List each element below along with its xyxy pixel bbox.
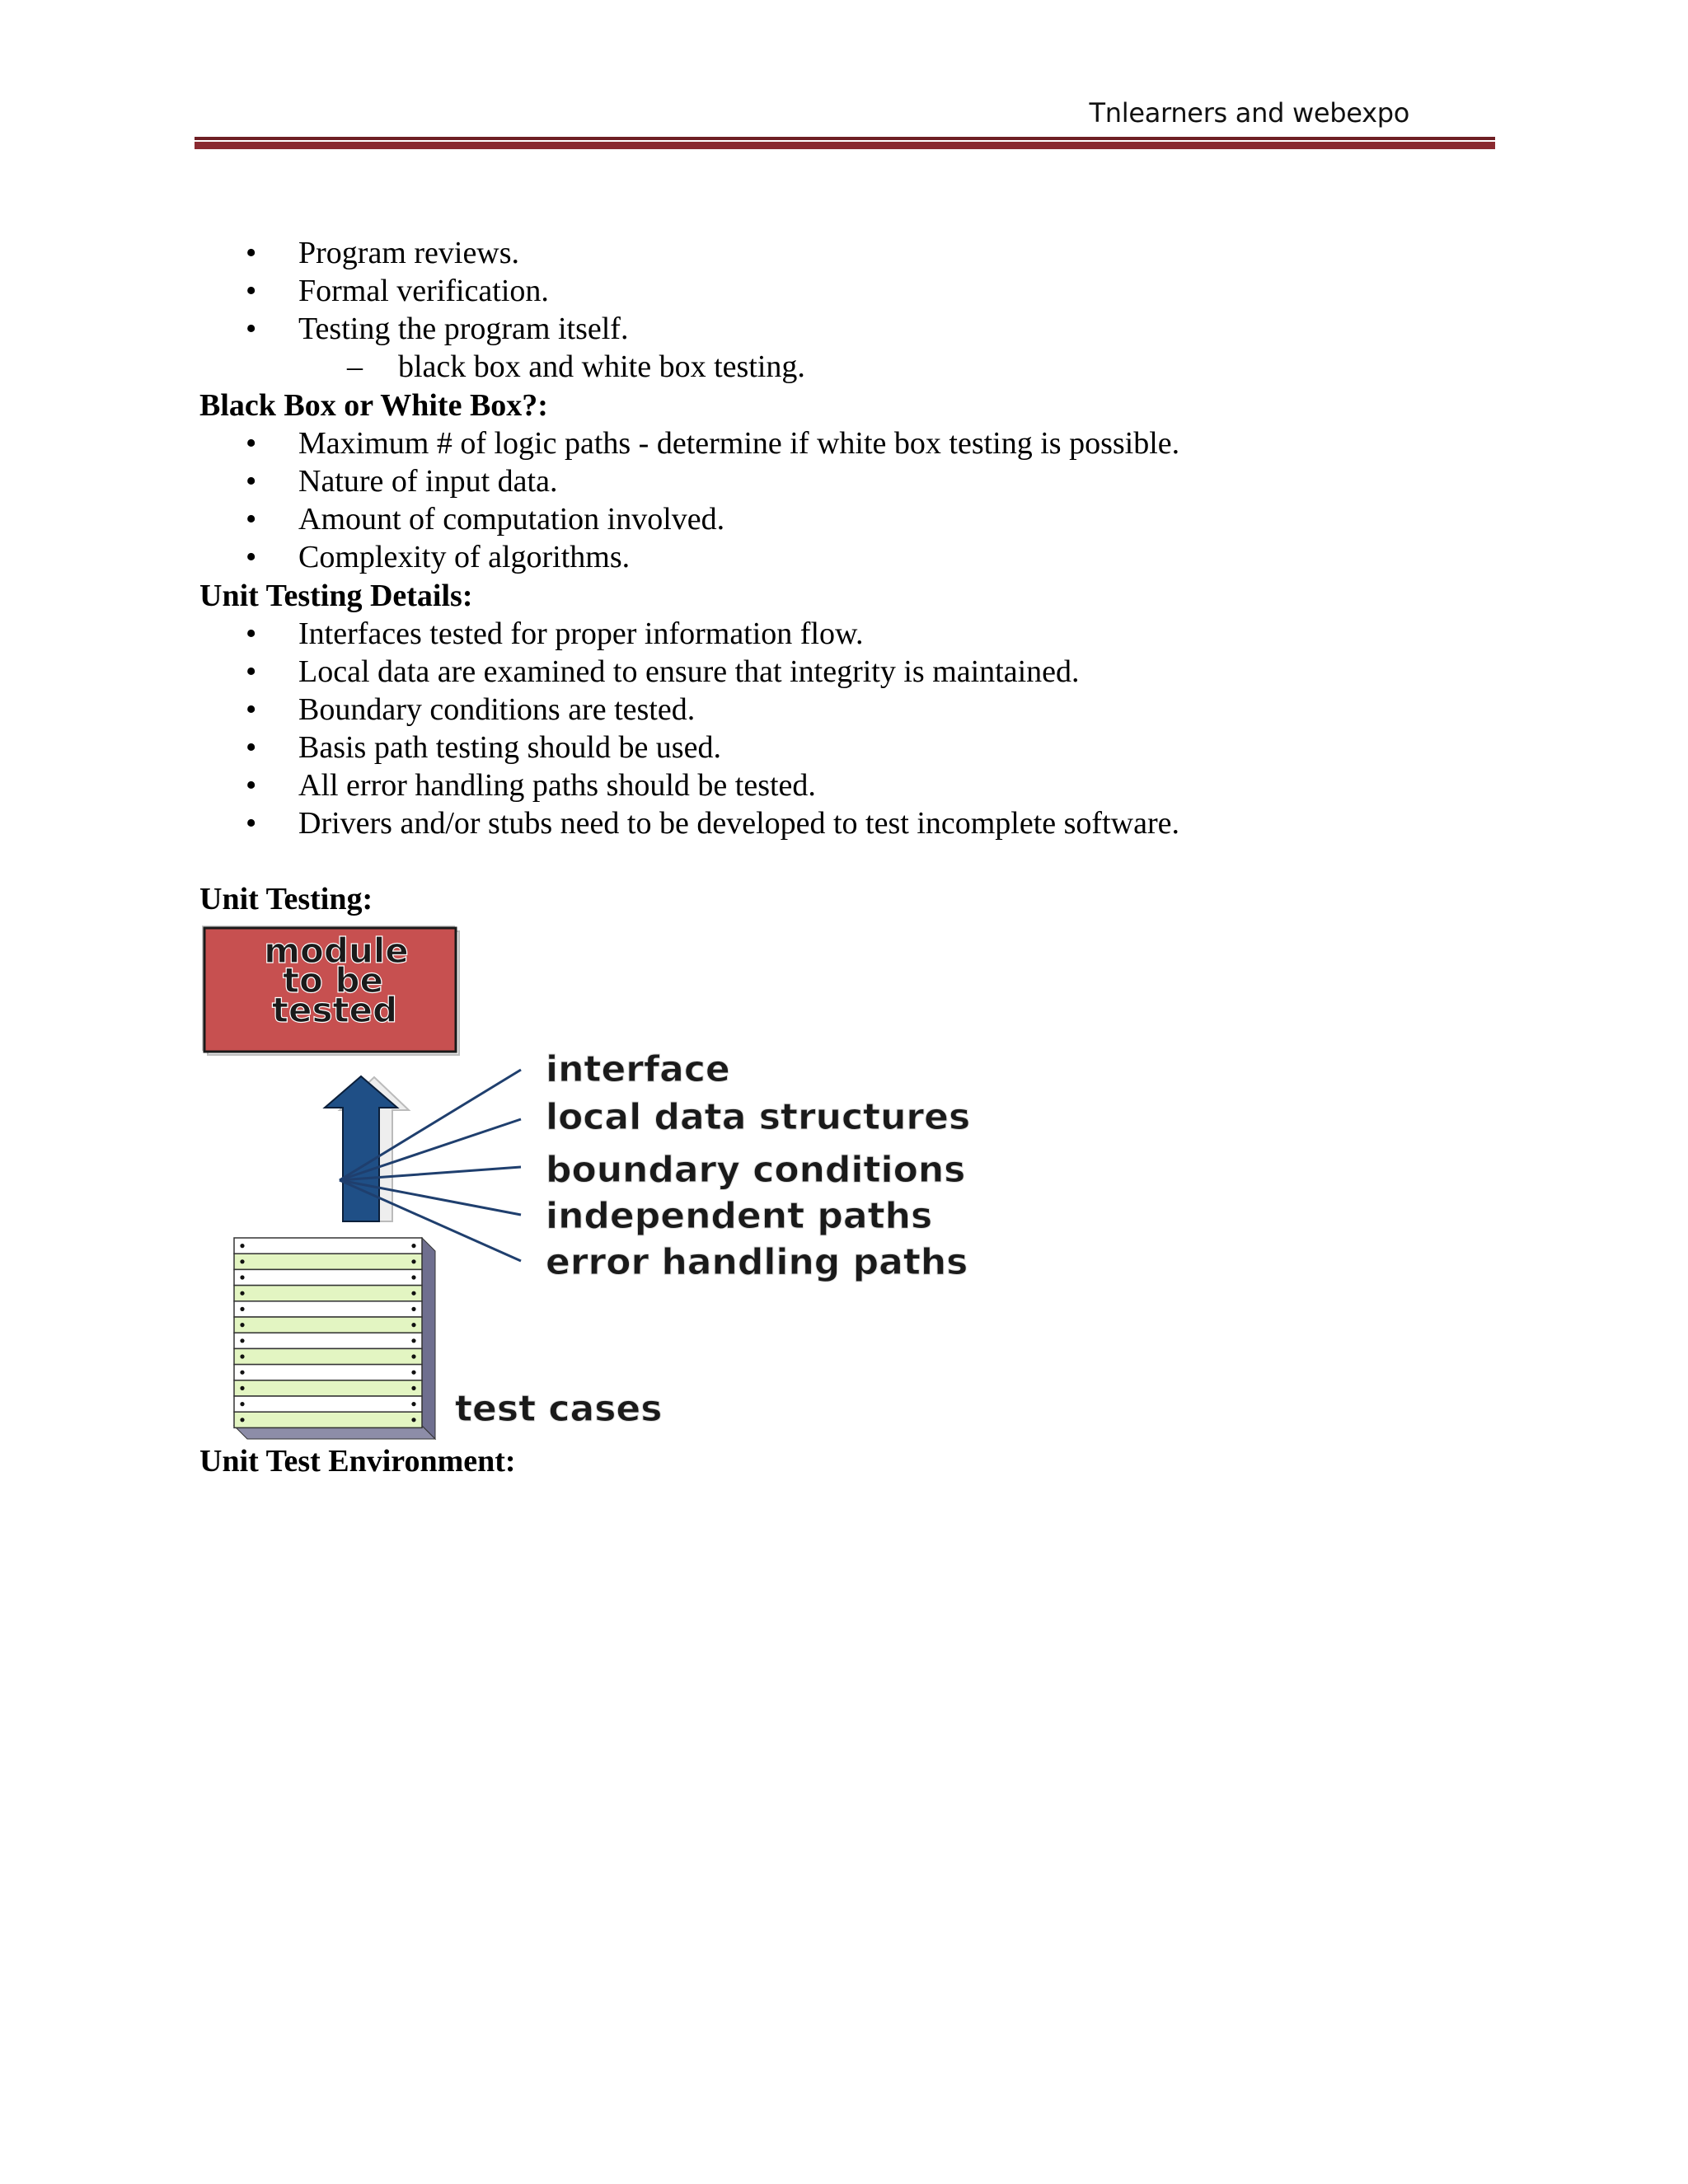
row-dot-icon [240, 1338, 244, 1343]
label-boundary-conditions: boundary conditions [546, 1149, 966, 1191]
module-label-line-2: to be [282, 960, 384, 1001]
row-dot-icon [240, 1291, 244, 1296]
test-case-row [234, 1365, 422, 1380]
header-rule-bottom [195, 142, 1495, 149]
bullet-icon: • [246, 616, 257, 651]
test-case-row [234, 1286, 422, 1301]
test-case-row [234, 1333, 422, 1348]
stack-side [422, 1238, 435, 1439]
row-dot-icon [240, 1275, 244, 1279]
bullet-icon: • [246, 502, 257, 537]
bullet-icon: • [246, 806, 257, 841]
row-dot-icon [411, 1307, 415, 1311]
row-dot-icon [240, 1259, 244, 1263]
label-local-data-structures: local data structures [546, 1096, 971, 1138]
test-case-row [234, 1254, 422, 1269]
row-dot-icon [411, 1418, 415, 1422]
bullet-icon: • [246, 236, 257, 270]
row-dot-icon [411, 1371, 415, 1375]
page-header-title: Tnlearners and webexpo [1089, 97, 1409, 129]
row-dot-icon [240, 1354, 244, 1358]
row-dot-icon [240, 1307, 244, 1311]
bullet-icon: • [246, 654, 257, 689]
label-interface: interface [546, 1048, 730, 1090]
label-independent-paths: independent paths [546, 1195, 933, 1237]
row-dot-icon [411, 1386, 415, 1390]
bullet-icon: • [246, 692, 257, 727]
test-case-row [234, 1396, 422, 1412]
section-heading-unit-testing: Unit Testing: [199, 882, 373, 916]
bullet-icon: • [246, 426, 257, 461]
bullet-icon: • [246, 274, 257, 308]
row-dot-icon [411, 1259, 415, 1263]
row-dot-icon [240, 1244, 244, 1248]
row-dot-icon [240, 1323, 244, 1327]
header-rule-top [195, 137, 1495, 140]
row-dot-icon [240, 1418, 244, 1422]
module-label-line-3: tested [271, 990, 398, 1030]
row-dot-icon [411, 1354, 415, 1358]
row-dot-icon [411, 1275, 415, 1279]
bullet-icon: • [246, 312, 257, 346]
bullet-icon: • [246, 464, 257, 499]
test-case-stack [234, 1238, 422, 1427]
test-case-row [234, 1412, 422, 1427]
row-dot-icon [411, 1291, 415, 1296]
row-dot-icon [411, 1323, 415, 1327]
row-dot-icon [411, 1338, 415, 1343]
test-case-row [234, 1269, 422, 1285]
label-test-cases: test cases [455, 1388, 663, 1430]
test-case-row [234, 1301, 422, 1317]
section-heading-unit-details: Unit Testing Details: [199, 579, 473, 613]
test-case-row [234, 1317, 422, 1333]
bullet-icon: • [246, 540, 257, 574]
bullet-icon: • [246, 730, 257, 765]
test-case-row [234, 1348, 422, 1364]
row-dot-icon [411, 1402, 415, 1406]
row-dot-icon [240, 1371, 244, 1375]
test-case-row [234, 1380, 422, 1396]
section-heading-unit-env: Unit Test Environment: [199, 1444, 516, 1479]
label-error-handling-paths: error handling paths [546, 1241, 968, 1283]
row-dot-icon [411, 1244, 415, 1248]
test-case-row [234, 1238, 422, 1254]
bullet-icon: • [246, 768, 257, 803]
module-label-line-1: module [264, 930, 409, 971]
row-dot-icon [240, 1386, 244, 1390]
row-dot-icon [240, 1402, 244, 1406]
section-heading-black-white: Black Box or White Box?: [199, 388, 548, 423]
unit-testing-diagram [190, 915, 1096, 1451]
dash-icon: – [347, 349, 363, 384]
